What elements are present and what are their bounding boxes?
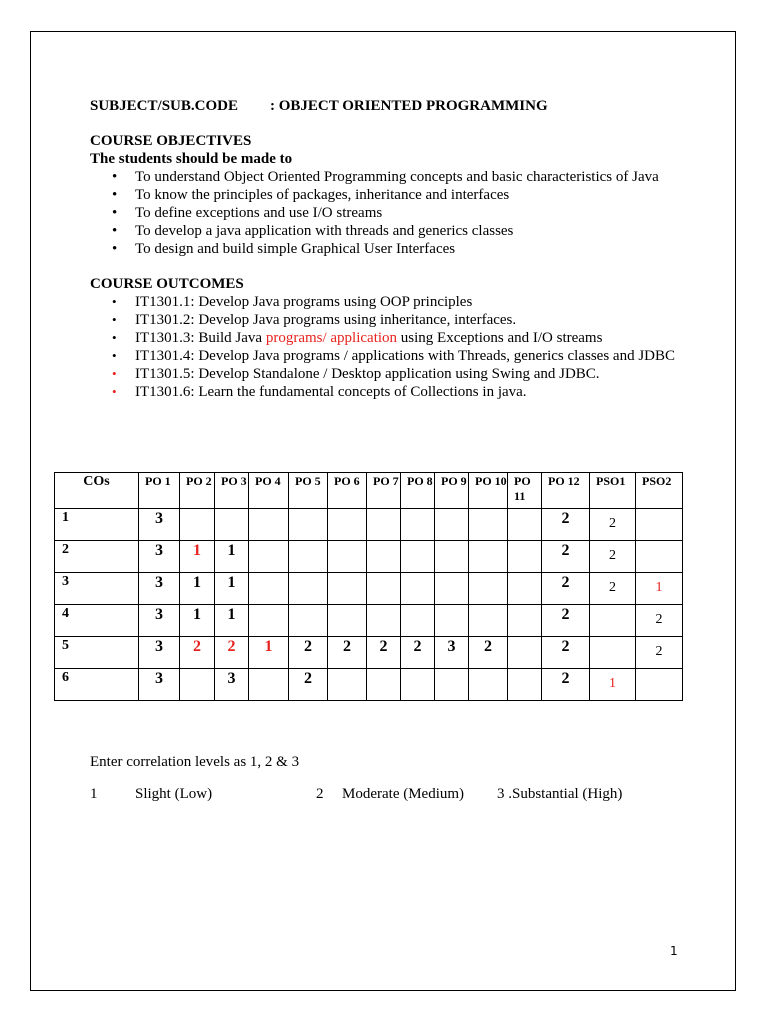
table-cell bbox=[215, 509, 249, 541]
table-cell bbox=[435, 541, 469, 573]
table-cell bbox=[508, 509, 542, 541]
table-cell bbox=[508, 605, 542, 637]
table-cell bbox=[249, 573, 289, 605]
table-cell bbox=[401, 509, 435, 541]
table-cell bbox=[469, 509, 508, 541]
pso-cell bbox=[590, 637, 636, 669]
outcome-highlight: programs/ application bbox=[265, 330, 398, 346]
bullet-icon: • bbox=[112, 384, 117, 399]
document-body bbox=[90, 97, 690, 401]
table-cell bbox=[508, 637, 542, 669]
table-row bbox=[55, 509, 683, 541]
co-label-cell: 3 bbox=[55, 573, 139, 605]
table-cell bbox=[289, 541, 328, 573]
objectives-heading: COURSE OBJECTIVES bbox=[90, 133, 252, 149]
table-cell: 1 bbox=[180, 605, 215, 637]
outcome-item: • IT1301.2: Develop Java programs using inheritance, interfaces. bbox=[112, 312, 517, 328]
outcome-item: • IT1301.3: Build Java programs/ application using Exceptions and I/O streams bbox=[112, 330, 603, 346]
table-cell: 2 bbox=[289, 637, 328, 669]
table-cell: 2 bbox=[215, 637, 249, 669]
table-cell bbox=[435, 669, 469, 701]
pso-cell bbox=[590, 605, 636, 637]
outcome-item: • IT1301.5: Develop Standalone / Desktop application using Swing and JDBC. bbox=[112, 366, 600, 382]
table-cell bbox=[469, 573, 508, 605]
table-cell: 1 bbox=[215, 541, 249, 573]
table-cell bbox=[367, 541, 401, 573]
table-row bbox=[55, 573, 683, 605]
table-cell: 2 bbox=[542, 605, 590, 637]
table-row bbox=[55, 541, 683, 573]
table-cell: 3 bbox=[139, 541, 180, 573]
table-cell bbox=[328, 509, 367, 541]
pso-cell bbox=[636, 509, 683, 541]
table-cell: 3 bbox=[435, 637, 469, 669]
pso-cell: 2 bbox=[590, 573, 636, 605]
table-cell: 3 bbox=[139, 605, 180, 637]
bullet-icon: • bbox=[112, 330, 117, 345]
table-cell bbox=[328, 669, 367, 701]
co-label-cell: 2 bbox=[55, 541, 139, 573]
table-cell bbox=[328, 573, 367, 605]
table-cell bbox=[469, 669, 508, 701]
table-cell bbox=[289, 573, 328, 605]
outcome-item: • IT1301.6: Learn the fundamental concepts of Collections in java. bbox=[112, 384, 527, 400]
co-label-cell: 6 bbox=[55, 669, 139, 701]
objective-item: • To define exceptions and use I/O streams bbox=[112, 205, 383, 221]
table-header-row bbox=[55, 473, 683, 509]
header-cell: PSO1 bbox=[590, 473, 636, 509]
table-cell bbox=[435, 605, 469, 637]
table-cell bbox=[180, 509, 215, 541]
header-cell: COs bbox=[55, 473, 139, 509]
table-cell: 2 bbox=[542, 573, 590, 605]
table-cell bbox=[289, 509, 328, 541]
legend-level-1-number: 1 bbox=[90, 786, 98, 802]
header-cell: PO 3 bbox=[215, 473, 249, 509]
table-cell bbox=[289, 605, 328, 637]
table-cell bbox=[508, 541, 542, 573]
pso-cell bbox=[636, 669, 683, 701]
table-cell bbox=[367, 573, 401, 605]
objective-item: • To design and build simple Graphical User Interfaces bbox=[112, 241, 456, 257]
table-cell: 3 bbox=[215, 669, 249, 701]
bullet-icon: • bbox=[112, 223, 118, 239]
header-cell: PO 10 bbox=[469, 473, 508, 509]
outcome-item: • IT1301.1: Develop Java programs using OOP principles bbox=[112, 294, 473, 310]
header-cell: PO 6 bbox=[328, 473, 367, 509]
objective-item: • To know the principles of packages, inheritance and interfaces bbox=[112, 187, 510, 203]
table-cell bbox=[249, 669, 289, 701]
table-cell: 3 bbox=[139, 669, 180, 701]
bullet-icon: • bbox=[112, 241, 118, 257]
objective-item: • To understand Object Oriented Programming concepts and basic characteristics of Java bbox=[112, 169, 659, 185]
table-cell bbox=[469, 541, 508, 573]
bullet-icon: • bbox=[112, 169, 118, 185]
table-cell bbox=[367, 669, 401, 701]
bullet-icon: • bbox=[112, 187, 118, 203]
table-cell: 2 bbox=[367, 637, 401, 669]
table-cell: 2 bbox=[180, 637, 215, 669]
table-cell: 2 bbox=[542, 509, 590, 541]
table-row bbox=[55, 637, 683, 669]
table-cell bbox=[435, 509, 469, 541]
pso-cell: 1 bbox=[636, 573, 683, 605]
table-cell bbox=[180, 669, 215, 701]
legend-level-2-number: 2 bbox=[316, 786, 324, 802]
header-cell: PO 11 bbox=[508, 473, 542, 509]
outcomes-list bbox=[90, 293, 690, 401]
table-cell bbox=[249, 541, 289, 573]
bullet-icon: • bbox=[112, 294, 117, 309]
table-cell bbox=[401, 541, 435, 573]
table-cell: 3 bbox=[139, 637, 180, 669]
table-cell bbox=[249, 605, 289, 637]
table-cell: 1 bbox=[180, 541, 215, 573]
legend-level-3-text: 3 .Substantial (High) bbox=[497, 786, 623, 802]
subject-value: : OBJECT ORIENTED PROGRAMMING bbox=[269, 98, 548, 114]
pso-cell: 2 bbox=[590, 509, 636, 541]
header-cell: PO 9 bbox=[435, 473, 469, 509]
table-cell: 2 bbox=[469, 637, 508, 669]
table-cell: 3 bbox=[139, 573, 180, 605]
header-cell: PO 7 bbox=[367, 473, 401, 509]
table-cell bbox=[508, 669, 542, 701]
co-po-mapping-table bbox=[54, 472, 683, 701]
header-cell: PO 5 bbox=[289, 473, 328, 509]
table-row bbox=[55, 605, 683, 637]
table-cell: 1 bbox=[215, 573, 249, 605]
header-cell: PSO2 bbox=[636, 473, 683, 509]
table-cell: 1 bbox=[180, 573, 215, 605]
legend-level-1-text: Slight (Low) bbox=[135, 786, 213, 802]
pso-cell: 1 bbox=[590, 669, 636, 701]
table-cell: 2 bbox=[542, 637, 590, 669]
outcome-item: • IT1301.4: Develop Java programs / applications with Threads, generics classes and JDBC bbox=[112, 348, 676, 364]
legend-level-2-text: Moderate (Medium) bbox=[342, 786, 465, 802]
pso-cell bbox=[636, 541, 683, 573]
subject-line bbox=[90, 97, 690, 115]
table-cell bbox=[367, 509, 401, 541]
bullet-icon: • bbox=[112, 366, 117, 381]
header-cell: PO 8 bbox=[401, 473, 435, 509]
table-cell: 3 bbox=[139, 509, 180, 541]
table-cell bbox=[469, 605, 508, 637]
table-row bbox=[55, 669, 683, 701]
table-cell: 2 bbox=[542, 541, 590, 573]
pso-cell: 2 bbox=[590, 541, 636, 573]
pso-cell: 2 bbox=[636, 637, 683, 669]
table-cell bbox=[435, 573, 469, 605]
header-cell: PO 2 bbox=[180, 473, 215, 509]
table-cell: 2 bbox=[328, 637, 367, 669]
table-cell bbox=[401, 573, 435, 605]
bullet-icon: • bbox=[112, 348, 117, 363]
header-cell: PO 4 bbox=[249, 473, 289, 509]
header-cell: PO 12 bbox=[542, 473, 590, 509]
objective-item: • To develop a java application with threads and generics classes bbox=[112, 223, 514, 239]
table-cell: 2 bbox=[401, 637, 435, 669]
bullet-icon: • bbox=[112, 205, 118, 221]
objectives-list bbox=[90, 168, 690, 258]
pso-cell: 2 bbox=[636, 605, 683, 637]
table-cell bbox=[508, 573, 542, 605]
outcomes-heading: COURSE OUTCOMES bbox=[90, 276, 244, 292]
table-cell bbox=[401, 669, 435, 701]
co-label-cell: 5 bbox=[55, 637, 139, 669]
bullet-icon: • bbox=[112, 312, 117, 327]
page-number: 1 bbox=[670, 944, 678, 958]
header-cell: PO 1 bbox=[139, 473, 180, 509]
table-cell: 1 bbox=[215, 605, 249, 637]
table-cell bbox=[249, 509, 289, 541]
objectives-intro: The students should be made to bbox=[90, 151, 293, 167]
co-label-cell: 1 bbox=[55, 509, 139, 541]
legend-intro: Enter correlation levels as 1, 2 & 3 bbox=[90, 754, 300, 770]
table-cell: 1 bbox=[249, 637, 289, 669]
table-cell: 2 bbox=[289, 669, 328, 701]
table-cell bbox=[401, 605, 435, 637]
table-cell bbox=[367, 605, 401, 637]
subject-label: SUBJECT/SUB.CODE bbox=[90, 98, 238, 114]
co-label-cell: 4 bbox=[55, 605, 139, 637]
table-cell bbox=[328, 605, 367, 637]
table-cell bbox=[328, 541, 367, 573]
table-cell: 2 bbox=[542, 669, 590, 701]
